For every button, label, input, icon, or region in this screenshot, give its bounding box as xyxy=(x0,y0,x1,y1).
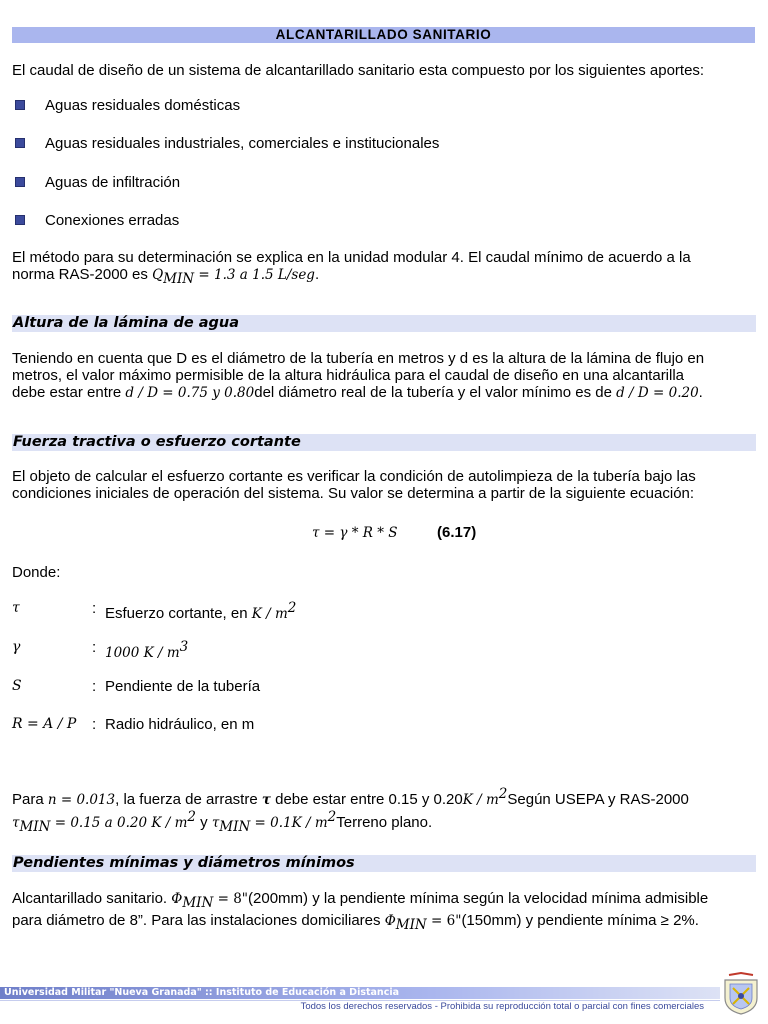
square-bullet-icon xyxy=(15,100,25,110)
definition-symbol-r: R = A / P xyxy=(12,716,77,732)
pendientes-text: (150mm) y pendiente mínima ≥ 2%. xyxy=(461,912,699,929)
definition-text xyxy=(105,639,188,662)
arrastre-text: debe estar entre 0.15 y 0.20 xyxy=(270,791,463,808)
pendientes-text: Alcantarillado sanitario. xyxy=(12,890,172,907)
method-line-1: El método para su determinación se explica en la unidad modular 4. El caudal mínimo de acuerdo a la xyxy=(12,249,691,266)
definition-unit: 1000 K / m xyxy=(105,645,180,661)
fuerza-line-2: condiciones iniciales de operación del sistema. Su valor se determina a partir de la siguiente ecuación: xyxy=(12,485,695,502)
method-paragraph xyxy=(12,249,755,288)
square-bullet-icon xyxy=(15,215,25,225)
arrastre-unit-exponent: 2 xyxy=(498,786,508,802)
footer-rights: Todos los derechos reservados - Prohibida su reproducción total o parcial con fines comerciales xyxy=(300,1001,704,1012)
altura-line-3 xyxy=(12,384,755,402)
equation-formula: τ = γ * R * S xyxy=(312,525,398,541)
phi-subscript: MIN xyxy=(182,895,214,911)
definition-colon: : xyxy=(92,600,97,617)
definition-symbol-s: S xyxy=(12,678,22,694)
definition-unit-exponent: 3 xyxy=(179,639,189,655)
section-heading-altura: Altura de la lámina de agua xyxy=(12,315,756,332)
university-crest-icon xyxy=(721,972,761,1016)
list-item: Conexiones erradas xyxy=(45,212,180,229)
equation xyxy=(312,524,398,542)
definition-symbol-gamma: γ xyxy=(12,639,21,655)
fuerza-line-1: El objeto de calcular el esfuerzo cortante es verificar la condición de autolimpieza de la tubería bajo las xyxy=(12,468,696,485)
list-item: Aguas de infiltración xyxy=(45,174,181,191)
intro-paragraph: El caudal de diseño de un sistema de alcantarillado sanitario esta compuesto por los siguientes aportes: xyxy=(12,62,705,79)
footer-institution-bar xyxy=(0,987,720,999)
arrastre-paragraph xyxy=(12,786,755,836)
donde-label: Donde: xyxy=(12,564,61,581)
definition-unit-exponent: 2 xyxy=(287,600,297,616)
tau-min-symbol: τ xyxy=(12,815,20,831)
definition-text xyxy=(105,600,296,623)
section-heading-fuerza: Fuerza tractiva o esfuerzo cortante xyxy=(12,434,756,451)
phi-symbol: Φ xyxy=(384,913,396,929)
n-value: n = 0.013 xyxy=(47,792,116,808)
phi-symbol: Φ xyxy=(171,891,183,907)
definition-symbol-tau: τ xyxy=(12,600,20,616)
definition-description: Esfuerzo cortante, en xyxy=(105,605,252,622)
fuerza-paragraph xyxy=(12,468,755,502)
list-item: Aguas residuales domésticas xyxy=(45,97,241,114)
altura-paragraph xyxy=(12,350,755,402)
arrastre-text: Terreno plano. xyxy=(336,814,433,831)
tau-min-flat-exponent: 2 xyxy=(327,809,337,825)
pendientes-paragraph xyxy=(12,890,755,934)
tau-min-symbol: τ xyxy=(211,815,220,831)
page-title: ALCANTARILLADO SANITARIO xyxy=(275,27,492,42)
footer-institution: Universidad Militar "Nueva Granada" :: Instituto de Educación a Distancia xyxy=(4,987,399,998)
tau-symbol: τ xyxy=(261,792,271,808)
method-line-2-prefix: norma RAS-2000 es xyxy=(12,266,153,283)
arrastre-text: Según USEPA y RAS-2000 xyxy=(507,791,689,808)
phi-value-8: = 8" xyxy=(213,891,249,907)
tau-min-range-exponent: 2 xyxy=(187,809,196,825)
pendientes-text: (200mm) y la pendiente mínima según la velocidad mínima admisible xyxy=(248,890,709,907)
pendientes-line-2 xyxy=(12,912,755,934)
page-title-bar xyxy=(12,27,755,43)
tau-min-subscript: MIN xyxy=(219,819,251,835)
tau-min-flat-value: = 0.1K / m xyxy=(250,815,328,831)
section-heading-pendientes: Pendientes mínimas y diámetros mínimos xyxy=(12,855,756,872)
arrastre-text: , la fuerza de arrastre xyxy=(115,791,262,808)
q-min-subscript: MIN xyxy=(163,271,195,287)
equation-number: (6.17) xyxy=(437,524,477,541)
phi-value-6: = 6" xyxy=(426,913,462,929)
arrastre-text: Para xyxy=(12,791,48,808)
definition-text: Pendiente de la tubería xyxy=(105,678,261,695)
altura-line-3-c: . xyxy=(698,384,703,401)
square-bullet-icon xyxy=(15,138,25,148)
tau-min-subscript: MIN xyxy=(19,819,51,835)
altura-line-2: metros, el valor máximo permisible de la altura hidráulica para el caudal de diseño en una alcantarilla xyxy=(12,367,685,384)
square-bullet-icon xyxy=(15,177,25,187)
arrastre-unit: K / m xyxy=(462,792,499,808)
method-line-2-suffix: . xyxy=(314,266,320,283)
arrastre-text: y xyxy=(195,814,212,831)
definition-unit: K / m xyxy=(251,606,288,622)
definition-colon: : xyxy=(92,639,97,656)
altura-line-3-a: debe estar entre xyxy=(12,384,126,401)
phi-subscript: MIN xyxy=(395,917,427,933)
definition-colon: : xyxy=(92,678,97,695)
arrastre-line-2 xyxy=(12,809,755,836)
altura-line-1: Teniendo en cuenta que D es el diámetro de la tubería en metros y d es la altura de la lámina de flujo en xyxy=(12,350,705,367)
pendientes-line-1 xyxy=(12,890,755,912)
altura-line-3-b: del diámetro real de la tubería y el valor mínimo es de xyxy=(254,384,617,401)
ratio-min: d / D = 0.20 xyxy=(616,385,699,401)
arrastre-line-1 xyxy=(12,786,755,809)
definition-text: Radio hidráulico, en m xyxy=(105,716,255,733)
definition-colon: : xyxy=(92,716,97,733)
pendientes-text: para diámetro de 8”. Para las instalaciones domiciliares xyxy=(12,912,385,929)
q-min-value: = 1.3 a 1.5 L/seg xyxy=(194,267,315,283)
ratio-max: d / D = 0.75 y 0.80 xyxy=(125,385,255,401)
tau-min-range: = 0.15 a 0.20 K / m xyxy=(50,815,188,831)
list-item: Aguas residuales industriales, comerciales e institucionales xyxy=(45,135,440,152)
q-min-symbol: Q xyxy=(152,267,164,283)
